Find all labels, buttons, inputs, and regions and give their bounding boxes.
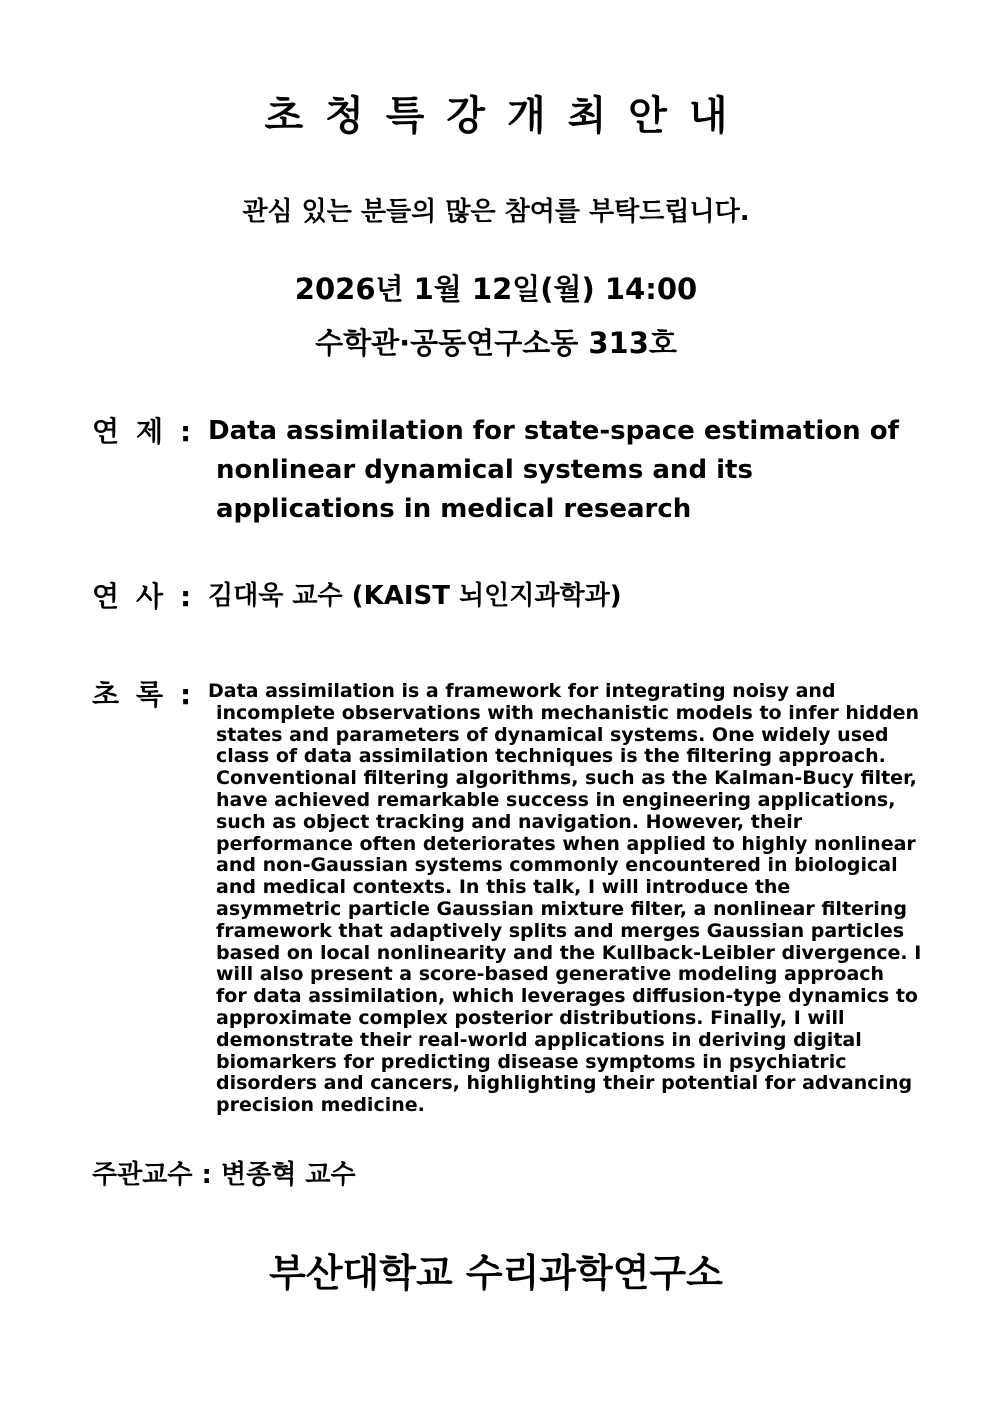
abstract-line: class of data assimilation techniques is the filtering approach.	[216, 745, 886, 768]
subtitle: 관심 있는 분들의 많은 참여를 부탁드립니다.	[242, 197, 750, 227]
abstract-line: based on local nonlinearity and the Kullback-Leibler divergence. I	[216, 941, 922, 964]
topic-label-char-2: 제	[136, 415, 164, 448]
abstract-line: Data assimilation is a framework for integrating noisy and	[208, 680, 836, 702]
speaker-label-char-1: 연	[92, 580, 120, 613]
host-professor: 주관교수 : 변종혁 교수	[92, 1160, 356, 1190]
host-section	[92, 1157, 902, 1197]
abstract-label	[92, 675, 206, 714]
speaker-label-colon: :	[180, 580, 192, 613]
topic-line: Data assimilation for state-space estimation of	[208, 416, 899, 446]
abstract-line: precision medicine.	[216, 1094, 425, 1117]
abstract-line: Conventional filtering algorithms, such as the Kalman-Bucy filter,	[216, 767, 917, 790]
abstract-label-char-1: 초	[92, 678, 120, 711]
abstract-line: states and parameters of dynamical systems. One widely used	[216, 723, 889, 746]
topic-section	[92, 412, 902, 542]
abstract-line: asymmetric particle Gaussian mixture filter, a nonlinear filtering	[216, 897, 907, 920]
topic-line: applications in medical research	[216, 494, 692, 524]
speaker-label-char-2: 사	[136, 580, 164, 613]
abstract-label-colon: :	[180, 678, 192, 711]
event-venue: 수학관·공동연구소동 313호	[315, 326, 677, 360]
topic-line: nonlinear dynamical systems and its	[216, 455, 753, 485]
abstract-line: biomarkers for predicting disease symptoms in psychiatric	[216, 1050, 847, 1073]
topic-text	[208, 412, 898, 529]
event-datetime: 2026년 1월 12일(월) 14:00	[294, 272, 698, 306]
speaker-label	[92, 577, 206, 616]
abstract-line: disorders and cancers, highlighting their potential for advancing	[216, 1072, 913, 1095]
speaker-name: 김대욱 교수 (KAIST 뇌인지과학과)	[208, 581, 622, 611]
abstract-text	[208, 680, 922, 1117]
abstract-line: incomplete observations with mechanistic models to infer hidden	[216, 701, 920, 724]
abstract-line: demonstrate their real-world applications in deriving digital	[216, 1028, 862, 1051]
page-title: 초청특강개최안내	[264, 93, 750, 139]
abstract-line: such as object tracking and navigation. However, their	[216, 810, 803, 833]
abstract-line: and medical contexts. In this talk, I will introduce the	[216, 876, 791, 899]
topic-label-char-1: 연	[92, 415, 120, 448]
abstract-label-char-2: 록	[136, 678, 164, 711]
abstract-line: framework that adaptively splits and merges Gaussian particles	[216, 919, 905, 942]
abstract-line: have achieved remarkable success in engineering applications,	[216, 788, 896, 811]
topic-label-colon: :	[180, 415, 192, 448]
topic-label	[92, 412, 206, 451]
abstract-line: performance often deteriorates when applied to highly nonlinear	[216, 832, 916, 855]
abstract-section	[92, 675, 922, 1125]
abstract-line: and non-Gaussian systems commonly encountered in biological	[216, 854, 898, 877]
speaker-section	[92, 577, 902, 617]
abstract-line: will also present a score-based generative modeling approach	[216, 963, 885, 986]
organization-name: 부산대학교 수리과학연구소	[269, 1251, 723, 1295]
abstract-line: approximate complex posterior distributions. Finally, I will	[216, 1006, 845, 1029]
abstract-line: for data assimilation, which leverages diffusion-type dynamics to	[216, 985, 918, 1008]
